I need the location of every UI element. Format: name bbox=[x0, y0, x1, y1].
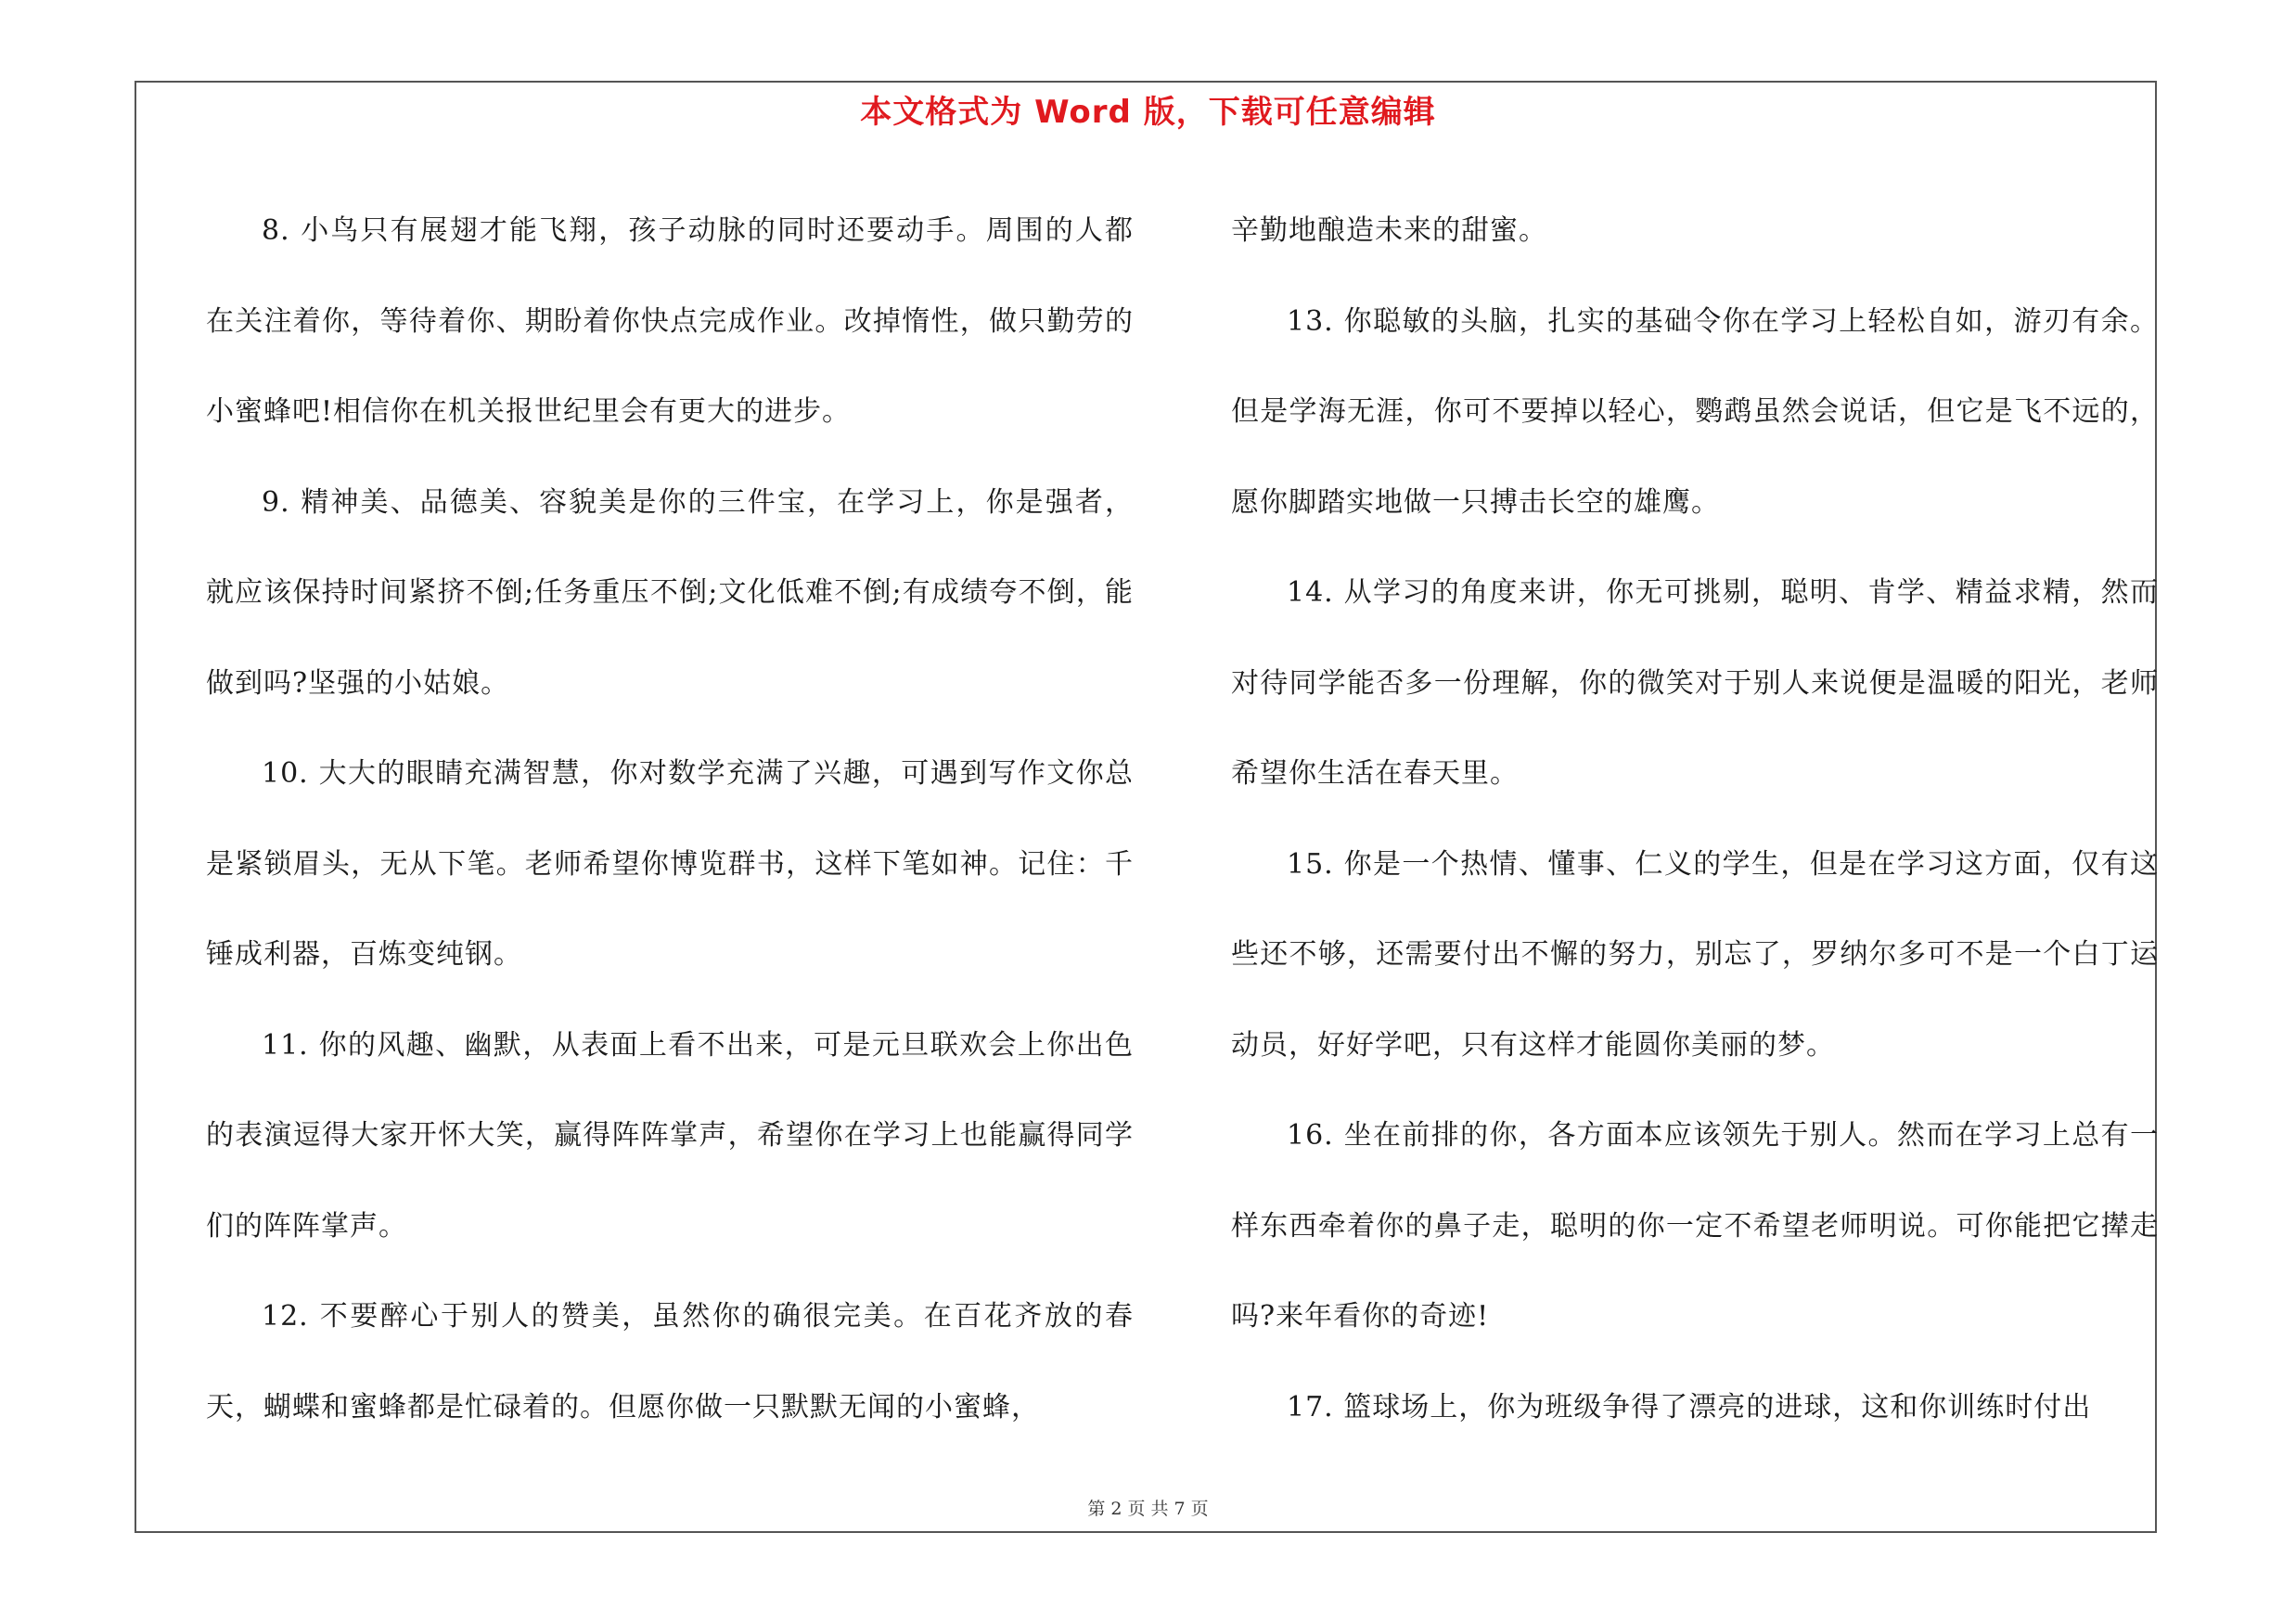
paragraph-10: 10. 大大的眼睛充满智慧，你对数学充满了兴趣，可遇到写作文你总是紧锁眉头，无从下笔。老师希望你博览群书，这样下笔如神。记住：千锤成利器，百炼变纯钢。 bbox=[206, 757, 1134, 971]
page-number: 第 2 页 共 7 页 bbox=[1087, 1499, 1209, 1519]
paragraph-12-continuation: 辛勤地酿造未来的甜蜜。 bbox=[1231, 214, 1547, 247]
paragraph-14: 14. 从学习的角度来讲，你无可挑剔，聪明、肯学、精益求精，然而对待同学能否多一份理解，你的微笑对于别人来说便是温暖的阳光，老师希望你生活在春天里。 bbox=[1231, 576, 2159, 790]
document-banner: 本文格式为 Word 版，下载可任意编辑 bbox=[860, 94, 1436, 131]
paragraph-9: 9. 精神美、品德美、容貌美是你的三件宝，在学习上，你是强者，就应该保持时间紧挤不倒;任务重压不倒;文化低难不倒;有成绩夸不倒，能做到吗?坚强的小姑娘。 bbox=[206, 485, 1134, 700]
paragraph-12: 12. 不要醉心于别人的赞美，虽然你的确很完美。在百花齐放的春天，蝴蝶和蜜蜂都是忙碌着的。但愿你做一只默默无闻的小蜜蜂， bbox=[206, 1300, 1134, 1423]
paragraph-11: 11. 你的风趣、幽默，从表面上看不出来，可是元旦联欢会上你出色的表演逗得大家开怀大笑，赢得阵阵掌声，希望你在学习上也能赢得同学们的阵阵掌声。 bbox=[206, 1028, 1134, 1243]
right-column bbox=[1231, 186, 2159, 1452]
paragraph-8: 8. 小鸟只有展翅才能飞翔，孩子动脉的同时还要动手。周围的人都在关注着你，等待着你、期盼着你快点完成作业。改掉惰性，做只勤劳的小蜜蜂吧!相信你在机关报世纪里会有更大的进步。 bbox=[206, 214, 1134, 428]
paragraph-16: 16. 坐在前排的你，各方面本应该领先于别人。然而在学习上总有一样东西牵着你的鼻子走，聪明的你一定不希望老师明说。可你能把它撵走吗?来年看你的奇迹! bbox=[1231, 1119, 2159, 1333]
paragraph-13: 13. 你聪敏的头脑，扎实的基础令你在学习上轻松自如，游刃有余。但是学海无涯，你可不要掉以轻心，鹦鹉虽然会说话，但它是飞不远的，愿你脚踏实地做一只搏击长空的雄鹰。 bbox=[1231, 304, 2159, 519]
paragraph-15: 15. 你是一个热情、懂事、仁义的学生，但是在学习这方面，仅有这些还不够，还需要付出不懈的努力，别忘了，罗纳尔多可不是一个白丁运动员，好好学吧，只有这样才能圆你美丽的梦。 bbox=[1231, 847, 2159, 1062]
paragraph-17: 17. 篮球场上，你为班级争得了漂亮的进球，这和你训练时付出 bbox=[1287, 1390, 2092, 1423]
left-column bbox=[206, 186, 1134, 1452]
